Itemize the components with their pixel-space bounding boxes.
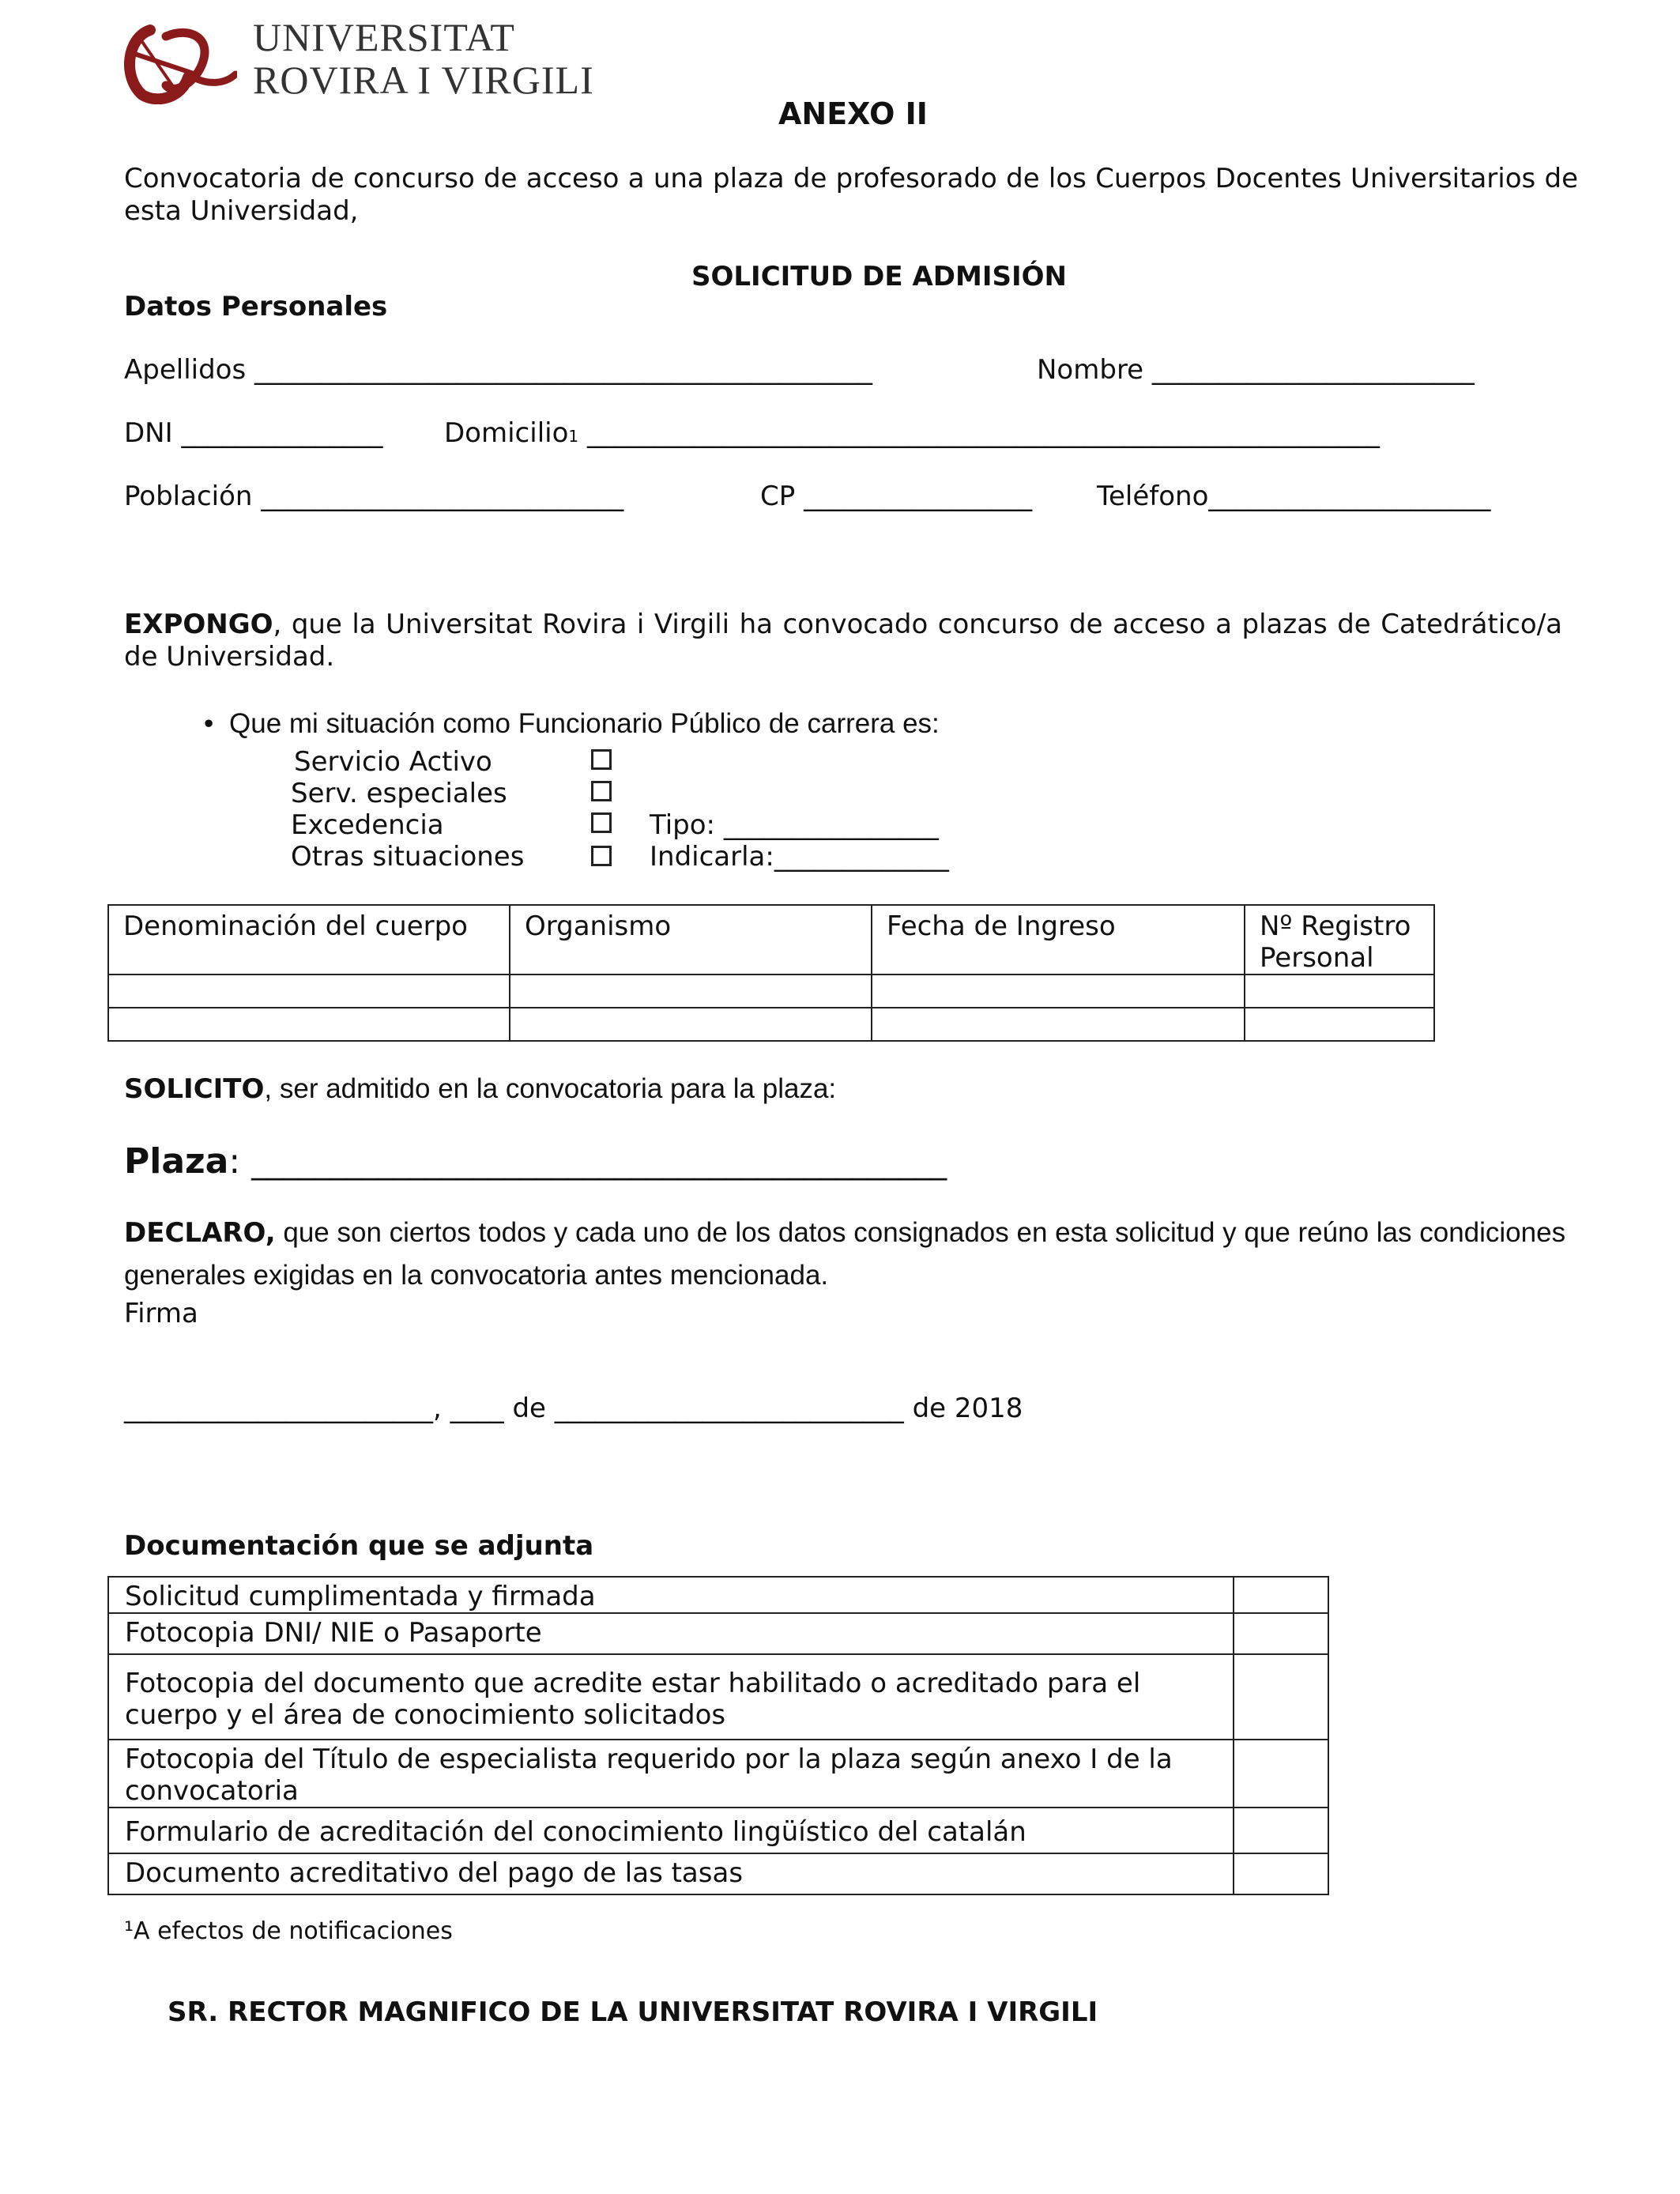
addressee: SR. RECTOR MAGNIFICO DE LA UNIVERSITAT ROVIRA I VIRGILI: [168, 1996, 1098, 2028]
domicilio-label: Domicilio: [444, 417, 569, 449]
table-cell[interactable]: [1245, 974, 1434, 1008]
day-field[interactable]: ____: [450, 1393, 504, 1424]
solicito-keyword: SOLICITO: [124, 1073, 265, 1105]
apellidos-row: [124, 354, 872, 386]
table-cell[interactable]: [108, 1008, 510, 1041]
option-serv-especiales-label: Serv. especiales: [291, 778, 507, 809]
cuerpo-table: [107, 904, 1435, 1042]
doc-item-checkbox[interactable]: [1234, 1577, 1328, 1613]
table-cell[interactable]: [1245, 1008, 1434, 1041]
declaro-text: que son ciertos todos y cada uno de los datos consignados en esta solicitud y que reúno las condiciones: [275, 1217, 1566, 1248]
table-cell[interactable]: [108, 974, 510, 1008]
cuerpo-table-header: [108, 905, 1434, 974]
plaza-field[interactable]: ____________________________________________: [251, 1144, 947, 1181]
university-logo-mark: [119, 22, 237, 104]
doc-item-checkbox[interactable]: [1234, 1808, 1328, 1853]
doc-item-label: Fotocopia del Título de especialista requerido por la plaza según anexo I de la convocatoria: [108, 1740, 1234, 1808]
nombre-field[interactable]: ________________________: [1151, 354, 1475, 386]
poblacion-row: [124, 481, 623, 512]
annex-title: ANEXO II: [778, 96, 928, 131]
option-excedencia-label: Excedencia: [291, 809, 444, 841]
documentacion-title: Documentación que se adjunta: [124, 1530, 594, 1562]
header-fecha-ingreso: Fecha de Ingreso: [872, 905, 1245, 974]
table-row: [108, 1654, 1328, 1740]
domicilio-footnote-ref: 1: [568, 427, 579, 446]
table-cell[interactable]: [510, 1008, 872, 1041]
doc-item-checkbox[interactable]: [1234, 1740, 1328, 1808]
doc-item-checkbox[interactable]: [1234, 1613, 1328, 1654]
otras-indicarla-field[interactable]: Indicarla:_____________: [650, 841, 949, 873]
doc-item-label: Fotocopia DNI/ NIE o Pasaporte: [108, 1613, 1234, 1654]
excedencia-tipo-field[interactable]: Tipo: ________________: [650, 809, 939, 841]
header-registro-personal: Nº Registro Personal: [1245, 905, 1434, 974]
solicito-paragraph: [124, 1073, 836, 1105]
plaza-colon: :: [228, 1141, 241, 1182]
table-cell[interactable]: [510, 974, 872, 1008]
expongo-keyword: EXPONGO: [124, 609, 273, 640]
option-servicio-activo-label: Servicio Activo: [294, 746, 492, 778]
table-row: [108, 1808, 1328, 1853]
bullet-glyph: •: [204, 708, 214, 739]
declaro-keyword: DECLARO,: [124, 1217, 276, 1249]
cp-label: CP: [760, 481, 796, 512]
nombre-row: [1037, 354, 1475, 386]
apellidos-field[interactable]: ______________________________________________: [254, 354, 873, 386]
place-field[interactable]: _______________________,: [124, 1393, 442, 1424]
dni-row: [124, 417, 382, 449]
apellidos-label: Apellidos: [124, 354, 247, 386]
month-field[interactable]: __________________________: [554, 1393, 904, 1424]
dni-label: DNI: [124, 417, 173, 449]
situacion-question: Que mi situación como Funcionario Público de carrera es:: [229, 708, 940, 739]
date-line: [124, 1393, 1023, 1424]
personal-section-title: Datos Personales: [124, 291, 388, 322]
expongo-text: , que la Universitat Rovira i Virgili ha convocado concurso de acceso a plazas de Catedrático/a de Universidad.: [124, 609, 1562, 673]
footnote: ¹A efectos de notificaciones: [124, 1917, 453, 1945]
plaza-label: Plaza: [124, 1141, 229, 1182]
declaro-line2: generales exigidas en la convocatoria antes mencionada.: [124, 1260, 829, 1291]
table-row: [108, 1008, 1434, 1041]
checkbox-excedencia[interactable]: [591, 812, 612, 833]
table-row: [108, 1613, 1328, 1654]
doc-item-label: Formulario de acreditación del conocimiento lingüístico del catalán: [108, 1808, 1234, 1853]
doc-item-label: Documento acreditativo del pago de las tasas: [108, 1853, 1234, 1894]
checkbox-servicio-activo[interactable]: [591, 749, 612, 770]
cp-row: [760, 481, 1032, 512]
domicilio-row: [444, 417, 1380, 449]
dni-field[interactable]: _______________: [181, 417, 383, 449]
intro-paragraph: Convocatoria de concurso de acceso a una plaza de profesorado de los Cuerpos Docentes Universitarios de esta Universidad,: [124, 163, 1578, 227]
poblacion-field[interactable]: ___________________________: [261, 481, 624, 512]
table-row: [108, 974, 1434, 1008]
telefono-row: [1097, 481, 1490, 512]
doc-item-label: Fotocopia del documento que acredite estar habilitado o acreditado para el cuerpo y el área de conocimiento solicitados: [108, 1654, 1234, 1740]
cp-field[interactable]: _________________: [804, 481, 1033, 512]
header-organismo: Organismo: [510, 905, 872, 974]
date-year: de 2018: [912, 1393, 1023, 1424]
option-otras-label: Otras situaciones: [291, 841, 525, 873]
table-cell[interactable]: [872, 974, 1245, 1008]
telefono-label: Teléfono: [1097, 481, 1209, 512]
solicito-text: , ser admitido en la convocatoria para la plaza:: [264, 1073, 837, 1104]
declaro-line1: [124, 1217, 1565, 1249]
documentacion-table: [107, 1576, 1329, 1895]
domicilio-field[interactable]: ___________________________________________________________: [586, 417, 1380, 449]
table-row: [108, 1577, 1328, 1613]
telefono-field[interactable]: _____________________: [1208, 481, 1491, 512]
doc-item-label: Solicitud cumplimentada y firmada: [108, 1577, 1234, 1613]
header-denominacion: Denominación del cuerpo: [108, 905, 510, 974]
form-title: SOLICITUD DE ADMISIÓN: [691, 261, 1067, 292]
date-de: de: [512, 1393, 546, 1424]
checkbox-otras-situaciones[interactable]: [591, 846, 612, 866]
logo-text-line1: UNIVERSITAT: [253, 15, 515, 59]
plaza-row: [124, 1141, 947, 1182]
doc-item-checkbox[interactable]: [1234, 1654, 1328, 1740]
doc-item-checkbox[interactable]: [1234, 1853, 1328, 1894]
firma-label: Firma: [124, 1298, 198, 1329]
table-row: [108, 1740, 1328, 1808]
logo-text-line2: ROVIRA I VIRGILI: [253, 58, 594, 102]
poblacion-label: Población: [124, 481, 253, 512]
checkbox-serv-especiales[interactable]: [591, 781, 612, 801]
nombre-label: Nombre: [1037, 354, 1144, 386]
expongo-paragraph: [124, 609, 1562, 673]
table-cell[interactable]: [872, 1008, 1245, 1041]
table-row: [108, 1853, 1328, 1894]
